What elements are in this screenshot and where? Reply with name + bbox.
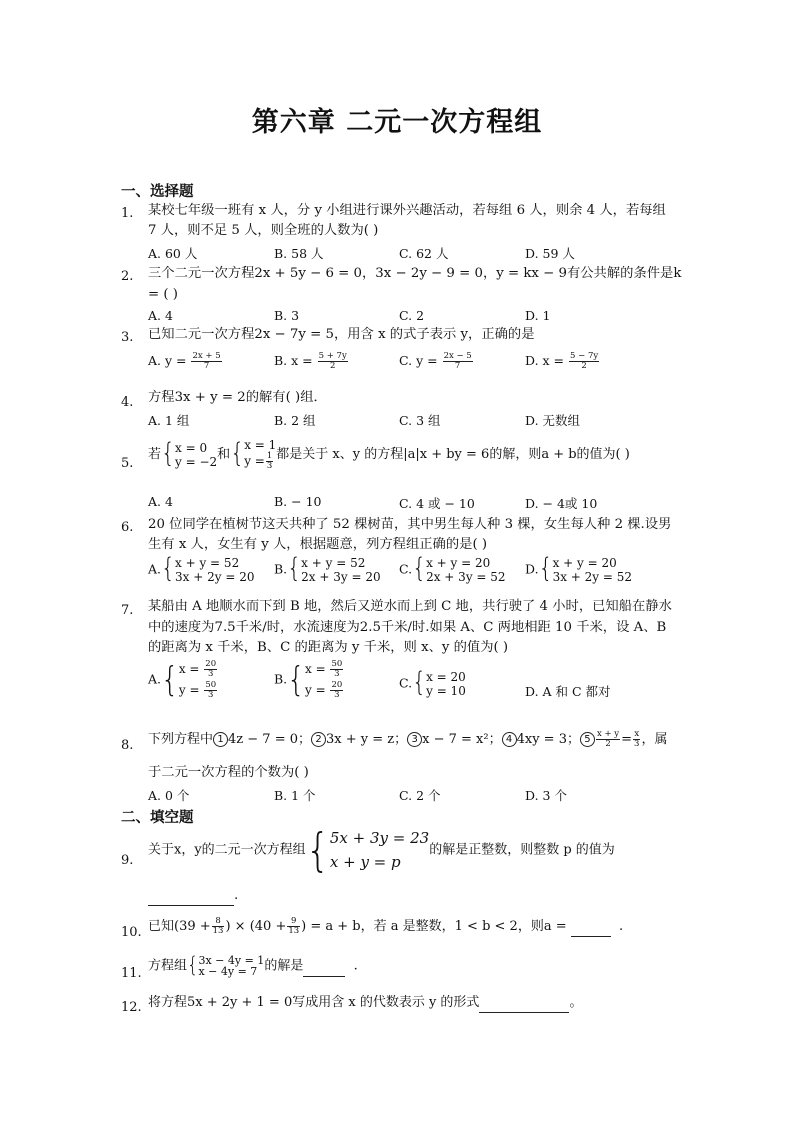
equation-lhs: y = (244, 454, 265, 468)
answer-blank[interactable] (479, 998, 569, 1013)
equation: x − 4y = 7 (198, 965, 258, 978)
text-span: 下列方程中 (148, 732, 214, 747)
option-label: D. x = (525, 353, 565, 368)
question-number: 6. (121, 520, 134, 535)
question-text: 三个二元一次方程2x + 5y − 6 = 0，3x − 2y − 9 = 0，y = kx − 9有公共解的条件是k (148, 266, 682, 281)
equation: 2x + 3y = 20 (301, 570, 381, 584)
question-number: 7. (121, 603, 134, 618)
option-b[interactable]: B. 2 组 (274, 413, 316, 428)
option-b[interactable] (274, 660, 344, 700)
option-label: C. (399, 561, 413, 577)
question-text (148, 823, 615, 877)
option-b[interactable]: B. 3 (274, 308, 300, 323)
question-text (148, 730, 667, 750)
equation: x + y = 52 (301, 556, 366, 570)
option-a[interactable] (148, 352, 223, 371)
option-c[interactable]: C. 2 (399, 308, 425, 323)
option-c[interactable]: C. 3 组 (399, 413, 441, 428)
equation-system (426, 556, 505, 584)
denominator: 3 (208, 669, 214, 679)
question-number: 9. (121, 853, 134, 868)
numerator: x (634, 729, 640, 739)
option-d[interactable]: D. − 4或 10 (525, 496, 598, 511)
option-d[interactable]: D. 59 人 (525, 246, 575, 261)
question-text: 中的速度为7.5千米/时，水流速度为2.5千米/时.如果 A、C 两地相距 10 千米，设 A、B (148, 620, 667, 635)
question-number: 12. (121, 1000, 142, 1015)
option-b[interactable]: B. 58 人 (274, 246, 324, 261)
fraction (330, 681, 343, 700)
equation: x = 1 (244, 438, 277, 452)
fraction (204, 660, 217, 679)
equation-system (179, 660, 218, 700)
equation: y = $\frac{20}{3}$ (305, 680, 343, 700)
answer-blank[interactable] (303, 962, 345, 977)
equation: 5x + 3y = 23 (329, 829, 430, 847)
fraction (318, 352, 348, 371)
equation: y = −2 (175, 454, 218, 469)
option-a[interactable] (148, 556, 254, 584)
fraction (443, 352, 473, 371)
fraction (330, 660, 343, 679)
option-d[interactable]: D. A 和 C 都对 (525, 684, 611, 699)
question-text: 已知二元一次方程2x − 7y = 5，用含 x 的式子表示 y，正确的是 (148, 327, 535, 342)
fraction (569, 352, 599, 371)
option-label: B. x = (274, 353, 313, 368)
text-span: ，属 (641, 732, 668, 747)
answer-line (148, 886, 238, 906)
option-c[interactable] (399, 670, 466, 698)
option-label: D. (525, 561, 539, 577)
text-span: 关于x，y的二元一次方程组 (148, 842, 306, 858)
question-text: 于二元一次方程的个数为( ) (148, 765, 309, 780)
option-c[interactable] (399, 352, 474, 371)
denominator: 7 (454, 361, 461, 371)
equation-system (301, 556, 380, 584)
option-label: C. (399, 675, 413, 691)
circled-number: 1 (213, 732, 228, 747)
text-span: 和 (217, 447, 231, 462)
equation: y = $\frac{50}{3}$ (178, 680, 217, 700)
equation: 2x + 3y = 52 (426, 570, 506, 584)
option-c[interactable]: C. 62 人 (399, 246, 449, 261)
brace-symbol: { (287, 659, 305, 700)
section-heading-choice: 一、选择题 (121, 183, 194, 200)
denominator: 3 (334, 690, 340, 700)
page-title: 第六章 二元一次方程组 (251, 107, 543, 138)
option-d[interactable]: D. 1 (525, 308, 551, 323)
question-text (148, 952, 358, 978)
equation: x + y = 20 (426, 556, 491, 570)
option-c[interactable]: C. 2 个 (399, 788, 441, 803)
numerator: 5 − 7y (570, 351, 599, 361)
numerator: 9 (287, 917, 300, 927)
numerator: 1 (266, 451, 273, 461)
question-text: 方程3x + y = 2的解有( )组． (148, 390, 327, 405)
equation-system (305, 660, 344, 700)
section-heading-fill: 二、填空题 (121, 809, 194, 826)
brace-symbol: { (161, 554, 176, 585)
text-span: 若 (148, 447, 162, 462)
equation: x = 20 (426, 670, 466, 684)
option-a[interactable]: A. 0 个 (148, 788, 190, 803)
numerator: 8 (212, 917, 225, 927)
question-text: 7 人，则不足 5 人，则全班的人数为( ) (148, 223, 379, 238)
denominator: 7 (203, 361, 210, 371)
equation: 4z − 7 = 0； (228, 732, 311, 747)
fraction (204, 681, 217, 700)
equation: 3x + 2y = 52 (552, 570, 633, 584)
question-text: = ( ) (148, 287, 178, 302)
denominator: 2 (605, 739, 611, 749)
option-a[interactable]: A. 4 (148, 308, 173, 323)
equation: x = $\frac{20}{3}$ (178, 659, 217, 679)
denominator: 3 (266, 461, 273, 471)
question-number: 5. (121, 456, 134, 471)
option-a[interactable]: A. 4 (148, 494, 173, 509)
equation-system (426, 670, 466, 698)
equation-system (175, 441, 217, 469)
equation: x + y = 20 (552, 556, 617, 570)
denominator: 13 (212, 926, 224, 936)
option-label: A. y = (148, 353, 187, 368)
text-span: . (234, 888, 239, 903)
fraction (596, 730, 620, 749)
answer-blank[interactable] (571, 922, 611, 937)
brace-symbol: { (161, 438, 176, 469)
text-span: ) × (40 + (225, 919, 287, 934)
numerator: 50 (205, 680, 217, 690)
text-span: 。 (569, 995, 583, 1010)
equation-system (198, 955, 264, 977)
brace-symbol: { (230, 438, 245, 469)
equation: 3x − 4y = 1 (198, 954, 265, 967)
question-text: 生有 x 人，女生有 y 人，根据题意，列方程组正确的是( ) (148, 537, 488, 552)
numerator: x + y (596, 729, 620, 739)
denominator: 3 (334, 669, 340, 679)
brace-symbol: { (412, 668, 427, 699)
fraction (633, 730, 640, 749)
text-span: . (619, 919, 624, 934)
equation: x − 7 = x²； (422, 732, 502, 747)
text-span: 将方程5x + 2y + 1 = 0写成用含 x 的代数表示 y 的形式 (148, 995, 480, 1010)
equation (244, 452, 276, 471)
text-span: 的解是正整数，则整数 p 的值为 (429, 842, 615, 858)
circled-number: 4 (502, 732, 517, 747)
equation: x + y = 52 (175, 556, 240, 570)
numerator: 50 (331, 659, 343, 669)
question-text: 的距离为 x 千米，B、C 的距离为 y 千米，则 x、y 的值为( ) (148, 640, 509, 655)
option-label: A. (148, 671, 162, 687)
option-a[interactable]: A. 60 人 (148, 246, 198, 261)
brace-symbol: { (538, 554, 553, 585)
option-b[interactable]: B. 1 个 (274, 788, 316, 803)
equation-system (244, 438, 276, 471)
equation: 3x + y = z； (326, 732, 408, 747)
numerator: 20 (331, 680, 343, 690)
equation-system (175, 556, 254, 584)
equation: x = $\frac{50}{3}$ (305, 659, 343, 679)
denominator: 13 (288, 926, 300, 936)
fraction (212, 917, 225, 936)
denominator: 3 (634, 739, 640, 749)
equation-system (553, 556, 632, 584)
equation: 4xy = 3； (516, 732, 580, 747)
fraction (287, 917, 300, 936)
question-number: 1. (121, 206, 134, 221)
brace-symbol: { (305, 823, 330, 877)
question-number: 10. (121, 925, 142, 940)
option-label: B. (274, 671, 288, 687)
question-number: 3. (121, 330, 134, 345)
brace-symbol: { (161, 659, 179, 700)
equation: x = 0 (175, 440, 208, 455)
equation-system (330, 826, 429, 874)
option-d[interactable] (525, 556, 632, 584)
option-b[interactable] (274, 352, 349, 371)
fraction (266, 452, 273, 471)
circled-number: 3 (407, 732, 422, 747)
option-label: B. (274, 561, 288, 577)
option-a[interactable]: A. 1 组 (148, 413, 190, 428)
question-text: 20 位同学在植树节这天共种了 52 棵树苗，其中男生每人种 3 棵，女生每人种 2 棵.设男 (148, 517, 672, 532)
brace-symbol: { (187, 952, 199, 978)
answer-blank[interactable] (148, 889, 234, 906)
question-text (148, 993, 582, 1013)
option-d[interactable] (525, 352, 600, 371)
option-a[interactable] (148, 660, 218, 700)
numerator: 2x − 5 (443, 351, 472, 361)
denominator: 3 (208, 690, 214, 700)
question-text: 某船由 A 地顺水而下到 B 地，然后又逆水而上到 C 地，共行驶了 4 小时，已知船在静水 (148, 599, 672, 614)
equals-sign: = (621, 732, 633, 747)
option-d[interactable]: D. 无数组 (525, 413, 581, 428)
option-label: C. y = (399, 353, 438, 368)
option-c[interactable] (399, 556, 506, 584)
fraction (191, 352, 221, 371)
numerator: 5 + 7y (318, 351, 347, 361)
option-b[interactable] (274, 556, 381, 584)
denominator: 2 (581, 361, 587, 371)
option-c[interactable]: C. 4 或 − 10 (399, 496, 475, 511)
option-label: A. (148, 561, 162, 577)
denominator: 2 (329, 361, 336, 371)
numerator: 2x + 5 (192, 351, 221, 361)
text-span: 已知(39 + (148, 919, 211, 934)
numerator: 20 (205, 659, 217, 669)
text-span: ) = a + b，若 a 是整数，1 < b < 2，则a = (301, 919, 567, 934)
equation: y = 10 (426, 684, 466, 698)
option-d[interactable]: D. 3 个 (525, 788, 567, 803)
question-text (148, 917, 623, 937)
circled-number: 5 (580, 732, 595, 747)
brace-symbol: { (412, 554, 427, 585)
question-number: 2. (121, 269, 134, 284)
text-span: 的解是 (264, 958, 304, 974)
option-b[interactable]: B. − 10 (274, 494, 322, 509)
brace-symbol: { (287, 554, 302, 585)
question-number: 4. (121, 395, 134, 410)
question-text: 某校七年级一班有 x 人，分 y 小组进行课外兴趣活动，若每组 6 人，则余 4 人，若每组 (148, 203, 666, 218)
equation: 3x + 2y = 20 (175, 570, 255, 584)
text-span: . (353, 958, 358, 974)
text-span: 方程组 (148, 958, 188, 974)
question-number: 8. (121, 738, 134, 753)
text-span: 都是关于 x、y 的方程|a|x + by = 6的解，则a + b的值为( ) (276, 447, 630, 462)
question-text (148, 438, 630, 471)
equation: x + y = p (329, 853, 401, 871)
circled-number: 2 (311, 732, 326, 747)
question-number: 11. (121, 966, 142, 981)
